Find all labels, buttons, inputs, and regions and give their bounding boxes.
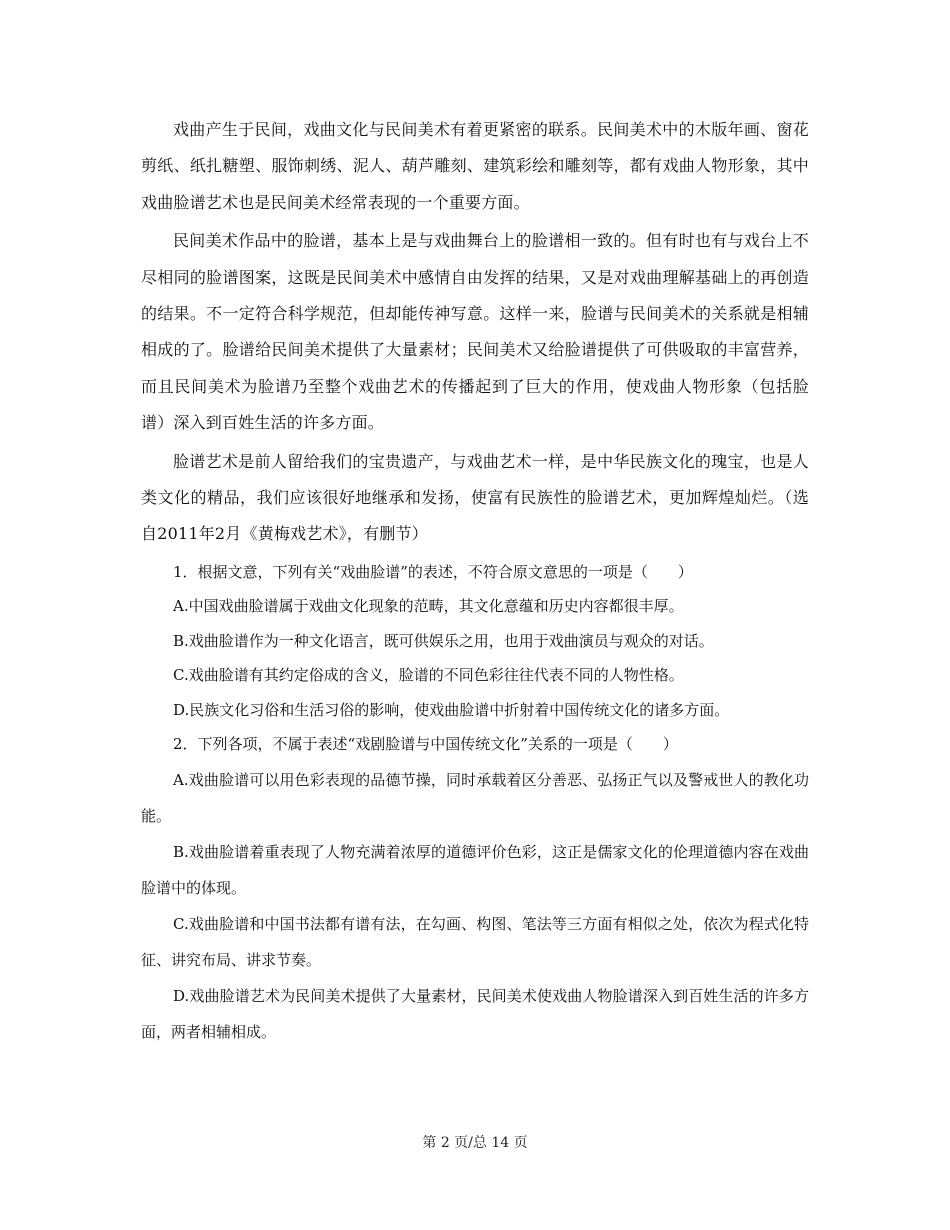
question-2 <box>141 727 809 1050</box>
question-2-option-d: D.戏曲脸谱艺术为民间美术提供了大量素材，民间美术使戏曲人物脸谱深入到百姓生活的许多方面，两者相辅相成。 <box>141 986 809 1041</box>
question-2-option-b: B.戏曲脸谱着重表现了人物充满着浓厚的道德评价色彩，这正是儒家文化的伦理道德内容在戏曲脸谱中的体现。 <box>141 842 809 897</box>
question-2-option-c: C.戏曲脸谱和中国书法都有谱有法，在勾画、构图、笔法等三方面有相似之处，依次为程式化特征、讲究布局、讲求节奏。 <box>141 914 809 969</box>
document-body <box>141 112 809 1050</box>
question-1 <box>141 555 809 728</box>
question-1-option-b: B.戏曲脸谱作为一种文化语言，既可供娱乐之用，也用于戏曲演员与观众的对话。 <box>173 631 714 650</box>
page-number-footer: 第 2 页/总 14 页 <box>422 1135 528 1151</box>
passage-paragraph-3: 脸谱艺术是前人留给我们的宝贵遗产，与戏曲艺术一样，是中华民族文化的瑰宝，也是人类文化的精品，我们应该很好地继承和发扬，使富有民族性的脸谱艺术，更加辉煌灿烂。（选自2011年2月《黄梅戏艺术》，有删节） <box>141 451 809 544</box>
question-1-option-d: D.民族文化习俗和生活习俗的影响，使戏曲脸谱中折射着中国传统文化的诸多方面。 <box>173 700 730 719</box>
question-2-option-a: A.戏曲脸谱可以用色彩表现的品德节操，同时承载着区分善恶、弘扬正气以及警戒世人的教化功能。 <box>141 770 809 825</box>
question-1-option-a: A.中国戏曲脸谱属于戏曲文化现象的范畴，其文化意蕴和历史内容都很丰厚。 <box>173 597 684 616</box>
passage-paragraph-1: 戏曲产生于民间，戏曲文化与民间美术有着更紧密的联系。民间美术中的木版年画、窗花剪纸、纸扎糖塑、服饰刺绣、泥人、葫芦雕刻、建筑彩绘和雕刻等，都有戏曲人物形象，其中戏曲脸谱艺术也是民间美术经常表现的一个重要方面。 <box>141 120 809 212</box>
passage-paragraph-2: 民间美术作品中的脸谱，基本上是与戏曲舞台上的脸谱相一致的。但有时也有与戏台上不尽相同的脸谱图案，这既是民间美术中感情自由发挥的结果，又是对戏曲理解基础上的再创造的结果。不一定符合科学规范，但却能传神写意。这样一来，脸谱与民间美术的关系就是相辅相成的了。脸谱给民间美术提供了大量素材；民间美术又给脸谱提供了可供吸取的丰富营养，而且民间美术为脸谱乃至整个戏曲艺术的传播起到了巨大的作用，使戏曲人物形象（包括脸谱）深入到百姓生活的许多方面。 <box>141 231 809 433</box>
question-1-stem: 1．根据文意，下列有关“戏曲脸谱”的表述，不符合原文意思的一项是（ ） <box>173 562 693 581</box>
question-1-option-c: C.戏曲脸谱有其约定俗成的含义，脸谱的不同色彩往往代表不同的人物性格。 <box>173 666 684 685</box>
question-2-stem: 2．下列各项，不属于表述“戏剧脸谱与中国传统文化”关系的一项是（ ） <box>173 735 678 754</box>
